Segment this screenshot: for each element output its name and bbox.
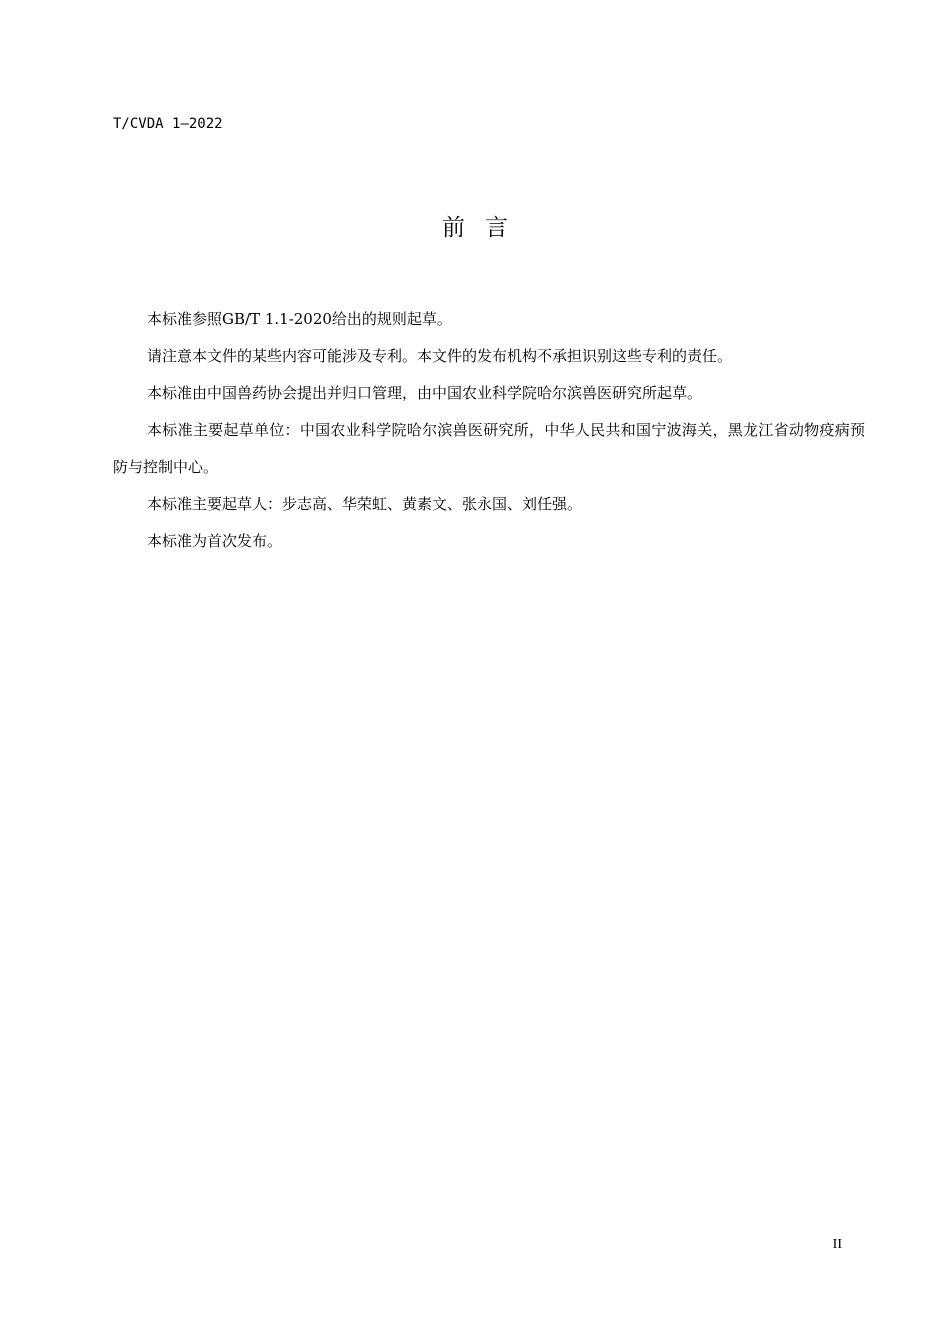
- section-title: 前言: [442, 215, 528, 241]
- paragraph-drafters: 本标准主要起草人：步志高、华荣虹、黄素文、张永国、刘任强。: [147, 495, 583, 513]
- paragraph-first-release: 本标准为首次发布。: [147, 532, 283, 550]
- paragraph-patent-notice: 请注意本文件的某些内容可能涉及专利。本文件的发布机构不承担识别这些专利的责任。: [147, 347, 733, 365]
- foreword-body: [113, 301, 865, 560]
- page-number: II: [832, 1237, 842, 1252]
- paragraph-proposer: 本标准由中国兽药协会提出并归口管理，由中国农业科学院哈尔滨兽医研究所起草。: [147, 384, 703, 402]
- paragraph-drafting-units: 本标准主要起草单位：中国农业科学院哈尔滨兽医研究所，中华人民共和国宁波海关，黑龙江省动物疫病预防与控制中心。: [113, 421, 865, 476]
- document-code: T/CVDA 1—2022: [113, 116, 223, 132]
- paragraph-drafting-rules: 本标准参照GB/T 1.1-2020给出的规则起草。: [147, 310, 452, 328]
